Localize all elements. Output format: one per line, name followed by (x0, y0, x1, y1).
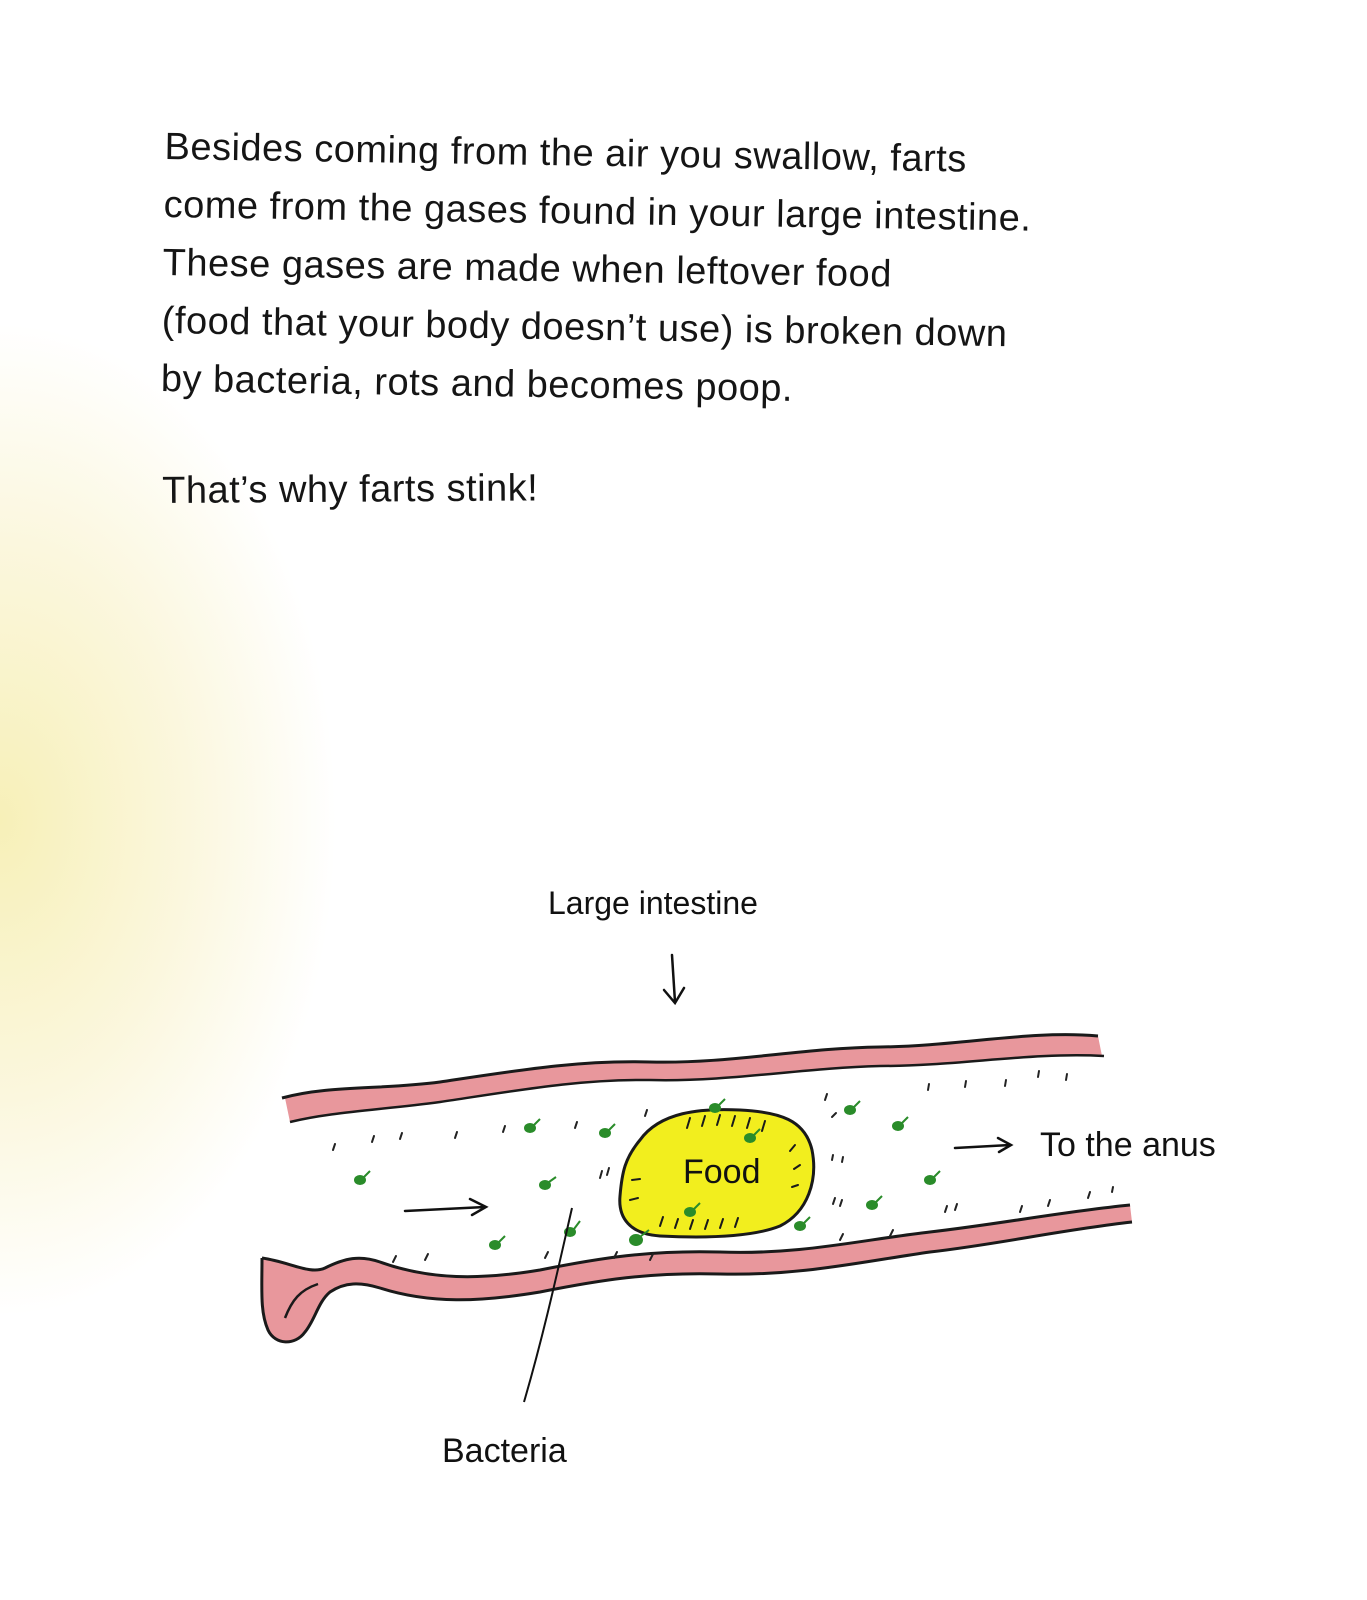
paragraph-line: by bacteria, rots and becomes poop. (160, 357, 794, 410)
paragraph-line: Besides coming from the air you swallow, farts (164, 125, 968, 181)
food-label: Food (683, 1153, 761, 1191)
large-intestine-label: Large intestine (548, 885, 758, 921)
paragraph-line: come from the gases found in your large intestine. (163, 183, 1032, 240)
paragraph-line: These gases are made when leftover food (162, 241, 893, 296)
flow-arrow-icon (405, 1199, 486, 1215)
to-the-anus-label: To the anus (1040, 1126, 1216, 1164)
upper-intestine-wall (285, 1035, 1102, 1122)
down-arrow-icon (664, 955, 684, 1003)
paragraph-line: (food that your body doesn’t use) is broken down (161, 299, 1008, 356)
bacteria-pointer-line (524, 1208, 572, 1402)
arrow-to-anus-icon (955, 1138, 1011, 1152)
bacteria-label: Bacteria (442, 1432, 567, 1470)
punchline-text: That’s why farts stink! (162, 467, 539, 512)
